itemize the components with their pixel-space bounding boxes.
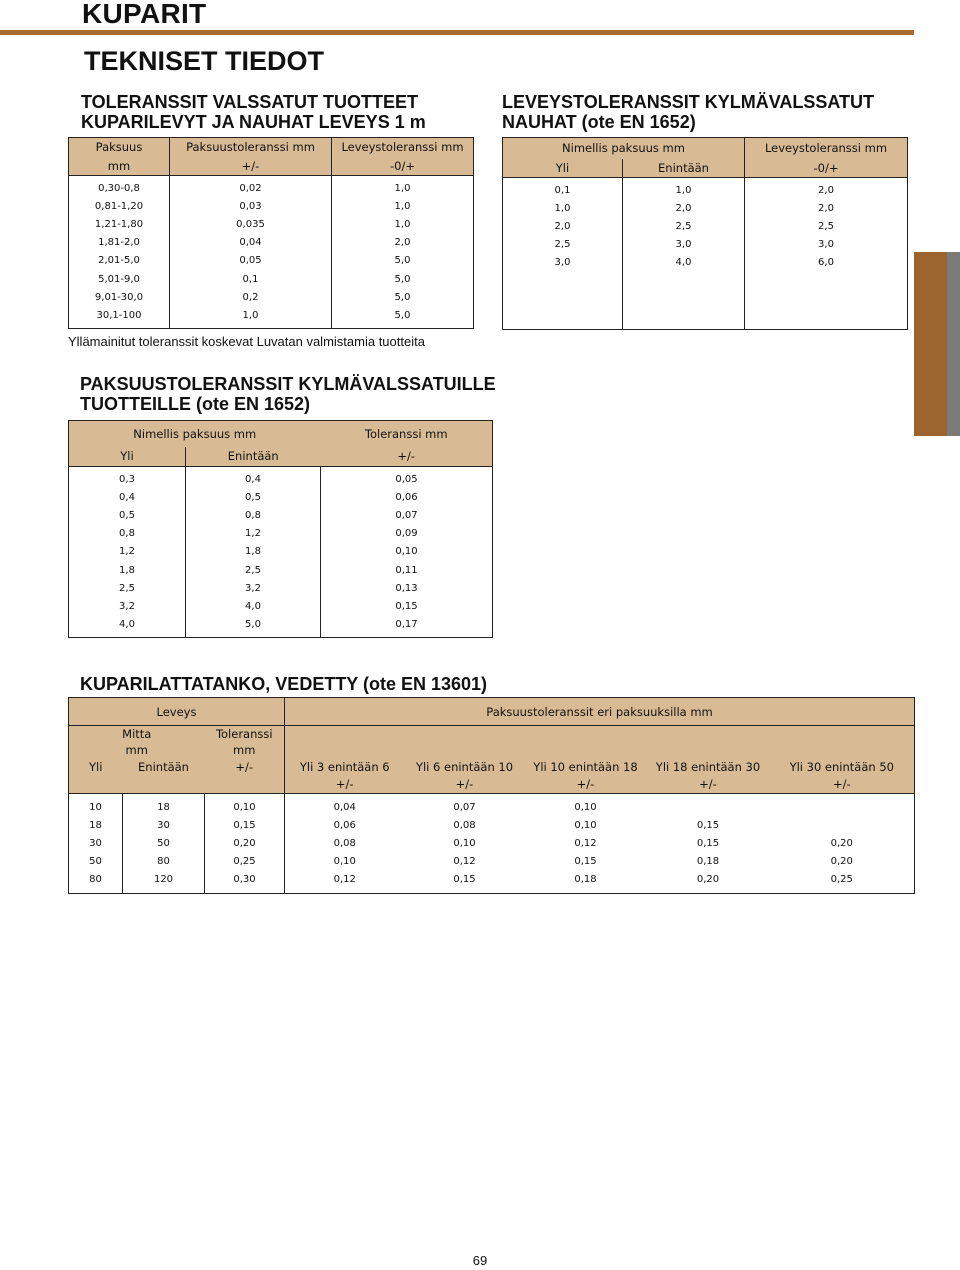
table-cell: 30,1-100 — [96, 309, 142, 321]
table-cell: 1,2 — [186, 525, 321, 543]
table-cell — [647, 794, 770, 817]
table-cell: 0,035 — [170, 215, 332, 233]
t4-h-range-pm-2: +/- — [405, 776, 525, 794]
table-cell: 9,01-30,0 — [94, 291, 144, 303]
table-cell: 2,0 — [745, 178, 908, 200]
table-cell — [770, 816, 915, 834]
table-cell: 0,04 — [285, 794, 405, 817]
table-cell: 18 — [123, 794, 205, 817]
t4-h-toleranssi-mm: mm — [205, 742, 285, 758]
table-cell: 0,5 — [119, 509, 135, 521]
table-cell: 0,8 — [186, 506, 321, 524]
table-cell: 4,0 — [186, 597, 321, 615]
table-cell: 0,20 — [696, 874, 720, 886]
table-cell: 0,2 — [170, 288, 332, 306]
t2-h-leveystol: Leveystoleranssi mm — [745, 138, 908, 159]
table-cell: 0,20 — [205, 834, 285, 852]
table-cell: 4,0 — [119, 619, 135, 631]
t4-h-paksuus: Paksuustoleranssit eri paksuuksilla mm — [285, 698, 915, 726]
t4-h-range-3: Yli 10 enintään 18 — [525, 758, 647, 776]
table-width-tolerances — [502, 137, 908, 330]
table-cell: 0,12 — [574, 837, 597, 849]
table-cell: 0,06 — [321, 488, 493, 506]
table-cell: 1,0 — [332, 197, 474, 215]
table-cell: 5,0 — [186, 616, 321, 638]
table-cell: 5,0 — [332, 288, 474, 306]
table-cell: 0,06 — [285, 816, 405, 834]
t4-h-range-pm-3: +/- — [525, 776, 647, 794]
table-row — [69, 270, 474, 288]
table-cell: 0,17 — [321, 616, 493, 638]
table-cell: 0,8 — [119, 528, 135, 540]
table-cell: 0,15 — [205, 816, 285, 834]
table-cell: 0,10 — [574, 819, 597, 831]
table-cell: 0,15 — [574, 856, 597, 868]
table-cell: 6,0 — [745, 254, 908, 272]
page-number: 69 — [472, 1253, 488, 1268]
t2-h-yli: Yli — [503, 159, 623, 178]
table-cell: 0,20 — [830, 837, 853, 849]
table-cell: 10 — [89, 801, 102, 813]
table-row — [69, 176, 474, 198]
t4-h-leveys: Leveys — [69, 698, 285, 726]
table-cell: 0,18 — [574, 874, 597, 886]
side-tab — [914, 252, 947, 436]
table-cell: 0,18 — [696, 856, 720, 868]
table-cell: 2,5 — [186, 561, 321, 579]
table-cell: 0,10 — [574, 801, 597, 813]
table-cell: 0,30-0,8 — [98, 182, 140, 194]
t3-body — [69, 467, 493, 638]
table-row — [503, 236, 908, 254]
table-cell: 1,0 — [554, 202, 571, 214]
t4-h-range-pm-4: +/- — [647, 776, 770, 794]
t3-h-toleranssi: Toleranssi mm — [321, 421, 493, 447]
table-row — [503, 217, 908, 235]
t4-h-range-pm-1: +/- — [285, 776, 405, 794]
table-cell: 0,10 — [453, 837, 476, 849]
table-cell: 0,13 — [321, 579, 493, 597]
table-cell: 0,30 — [205, 871, 285, 894]
table-cell: 0,07 — [321, 506, 493, 524]
t1-title-line1: TOLERANSSIT VALSSATUT TUOTTEET — [81, 92, 418, 112]
table-row — [69, 506, 493, 524]
t2-h-m0p: -0/+ — [745, 159, 908, 178]
table-cell: 0,25 — [205, 853, 285, 871]
table-cell — [770, 794, 915, 817]
table-row — [69, 288, 474, 306]
table-row — [69, 234, 474, 252]
t1-body — [69, 176, 474, 329]
table-row — [69, 488, 493, 506]
table-cell: 0,5 — [186, 488, 321, 506]
table-rolled-tolerances — [68, 137, 474, 329]
table-cell: 1,81-2,0 — [98, 237, 140, 249]
t1-h-m0p: -0/+ — [332, 157, 474, 176]
table-row — [69, 816, 915, 834]
t4-h-range-5: Yli 30 enintään 50 — [770, 758, 915, 776]
table-row — [69, 525, 493, 543]
table-cell: 2,5 — [623, 217, 745, 235]
t2-blank-row — [503, 272, 908, 330]
t1-h-mm: mm — [69, 157, 170, 176]
table-row — [69, 561, 493, 579]
table-cell: 0,09 — [321, 525, 493, 543]
table-cell: 3,0 — [745, 236, 908, 254]
table-cell: 0,3 — [119, 473, 135, 485]
table-row — [503, 178, 908, 200]
t1-title-line2: KUPARILEVYT JA NAUHAT LEVEYS 1 m — [81, 112, 426, 132]
table-cell: 2,0 — [554, 220, 571, 232]
table-cell: 0,15 — [696, 837, 720, 849]
t2-title-line2: NAUHAT (ote EN 1652) — [502, 112, 696, 132]
page-title: TEKNISET TIEDOT — [84, 46, 325, 76]
table-cell: 0,15 — [696, 819, 720, 831]
t2-h-enintaan: Enintään — [623, 159, 745, 178]
table-row — [69, 579, 493, 597]
table-cell: 0,15 — [453, 874, 476, 886]
table-row — [69, 853, 915, 871]
t4-h-range-4: Yli 18 enintään 30 — [647, 758, 770, 776]
table-cell: 0,12 — [453, 856, 476, 868]
table-cell: 1,0 — [170, 306, 332, 328]
table-cell: 5,0 — [332, 270, 474, 288]
table-row — [69, 834, 915, 852]
table-cell: 30 — [123, 816, 205, 834]
table-cell: 2,0 — [623, 199, 745, 217]
t2-title — [502, 92, 874, 132]
table-cell: 0,05 — [321, 467, 493, 489]
t3-h-yli: Yli — [69, 447, 186, 467]
table-cell: 0,4 — [119, 491, 135, 503]
t1-h-paksuus: Paksuus — [69, 138, 170, 157]
t3-title — [80, 374, 496, 414]
table-cell: 5,01-9,0 — [98, 273, 140, 285]
table-cell: 2,0 — [745, 199, 908, 217]
table-cell: 18 — [89, 819, 102, 831]
table-cell: 3,0 — [623, 236, 745, 254]
table-row — [69, 616, 493, 638]
table-row — [69, 543, 493, 561]
t1-title — [81, 92, 426, 132]
t3-title-line2: TUOTTEILLE (ote EN 1652) — [80, 394, 311, 414]
t4-h-enintaan: Enintään — [123, 758, 205, 776]
t1-h-paksuustol: Paksuustoleranssi mm — [170, 138, 332, 157]
t4-h-toleranssi: Toleranssi — [205, 726, 285, 742]
t4-h-yli: Yli — [69, 758, 123, 776]
table-cell: 1,0 — [332, 176, 474, 198]
table-row — [69, 794, 915, 817]
table-cell: 0,25 — [830, 874, 853, 886]
table-cell: 0,10 — [285, 853, 405, 871]
table-cell: 0,20 — [830, 856, 853, 868]
table-cell: 2,5 — [119, 582, 135, 594]
t1-h-pm: +/- — [170, 157, 332, 176]
table-row — [503, 254, 908, 272]
table-cell: 2,0 — [332, 234, 474, 252]
table-cell: 5,0 — [332, 306, 474, 328]
table-cell: 50 — [123, 834, 205, 852]
table-cell: 0,02 — [170, 176, 332, 198]
t1-h-leveystol: Leveystoleranssi mm — [332, 138, 474, 157]
t1-note: Yllämainitut toleranssit koskevat Luvatan valmistamia tuotteita — [68, 334, 425, 349]
table-cell: 0,08 — [453, 819, 476, 831]
table-cell: 1,2 — [119, 546, 135, 558]
table-cell: 1,8 — [119, 564, 135, 576]
t2-h-nimellis: Nimellis paksuus mm — [503, 138, 745, 159]
table-row — [69, 252, 474, 270]
table-row — [69, 215, 474, 233]
table-cell: 80 — [123, 853, 205, 871]
t4-h-pm: +/- — [205, 758, 285, 776]
table-cell: 0,12 — [285, 871, 405, 894]
t4-h-range-1: Yli 3 enintään 6 — [285, 758, 405, 776]
table-cell: 0,10 — [205, 794, 285, 817]
t3-h-enintaan: Enintään — [186, 447, 321, 467]
table-cell: 3,2 — [119, 600, 135, 612]
t4-h-range-pm-5: +/- — [770, 776, 915, 794]
table-cell: 0,08 — [285, 834, 405, 852]
t3-h-pm: +/- — [321, 447, 493, 467]
table-cell: 80 — [89, 874, 102, 886]
table-cell: 0,05 — [170, 252, 332, 270]
t4-h-mitta-mm: mm — [69, 742, 205, 758]
table-cell: 0,10 — [321, 543, 493, 561]
table-cell: 3,2 — [186, 579, 321, 597]
table-cell: 0,03 — [170, 197, 332, 215]
table-cell: 3,0 — [554, 257, 571, 269]
side-tab-edge — [947, 252, 960, 436]
table-row — [503, 199, 908, 217]
table-cell: 50 — [89, 856, 102, 868]
table-cell: 2,5 — [745, 217, 908, 235]
t4-h-range-2: Yli 6 enintään 10 — [405, 758, 525, 776]
table-row — [69, 306, 474, 328]
table-cell: 0,11 — [321, 561, 493, 579]
t2-title-line1: LEVEYSTOLERANSSIT KYLMÄVALSSATUT — [502, 92, 875, 112]
table-cell: 1,21-1,80 — [94, 218, 144, 230]
table-cell: 0,07 — [453, 801, 476, 813]
table-cell: 120 — [123, 871, 205, 894]
table-cell: 30 — [89, 837, 102, 849]
table-cell: 4,0 — [623, 254, 745, 272]
t2-body — [503, 178, 908, 272]
table-cell: 2,01-5,0 — [98, 255, 140, 267]
header-rule — [0, 30, 914, 35]
table-row — [69, 871, 915, 894]
table-cell: 2,5 — [554, 239, 571, 251]
table-cell: 1,0 — [623, 178, 745, 200]
table-cell: 1,0 — [332, 215, 474, 233]
t3-title-line1: PAKSUUSTOLERANSSIT KYLMÄVALSSATUILLE — [80, 374, 496, 394]
table-cell: 1,8 — [186, 543, 321, 561]
table-cell: 0,81-1,20 — [94, 200, 144, 212]
t4-title: KUPARILATTATANKO, VEDETTY (ote EN 13601) — [80, 674, 488, 694]
table-cell: 5,0 — [332, 252, 474, 270]
table-flat-bar — [68, 697, 915, 894]
table-cell: 0,1 — [554, 184, 571, 196]
t3-h-nimellis: Nimellis paksuus mm — [69, 421, 321, 447]
table-cell: 0,1 — [170, 270, 332, 288]
table-row — [69, 197, 474, 215]
table-cell: 0,04 — [170, 234, 332, 252]
table-thickness-tolerances — [68, 420, 493, 638]
t4-h-mitta: Mitta — [69, 726, 205, 742]
table-cell: 0,15 — [321, 597, 493, 615]
t4-body — [69, 794, 915, 894]
table-cell: 0,4 — [186, 467, 321, 489]
section-header: KUPARIT — [82, 0, 207, 29]
table-row — [69, 467, 493, 489]
table-row — [69, 597, 493, 615]
